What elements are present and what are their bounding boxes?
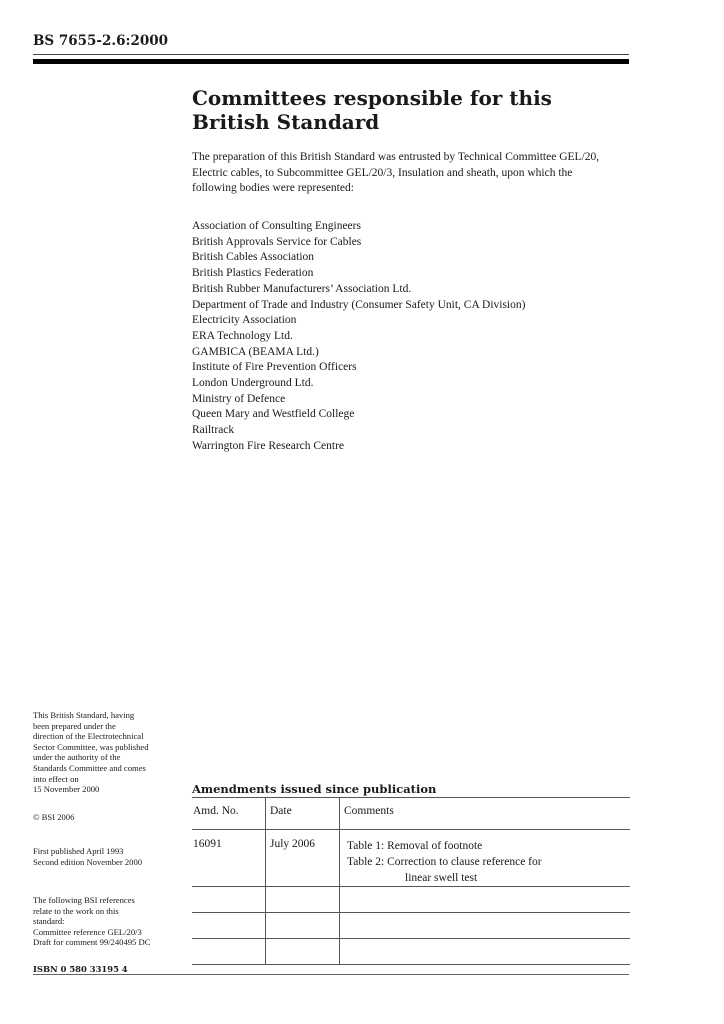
column-header-date: Date [266,798,340,830]
list-item: Electricity Association [192,314,297,327]
comment-line: linear swell test [405,872,478,884]
edition-history [33,846,183,867]
publication-note-line: been prepared under the [33,720,116,731]
amd-no-cell: 16091 [192,830,266,887]
header-thick-rule [33,59,629,64]
empty-cell [340,913,631,939]
empty-cell [192,887,266,913]
empty-cell [192,939,266,965]
amendments-title: Amendments issued since publication [192,782,437,796]
publication-note [33,710,183,795]
table-header-row [192,798,630,830]
copyright-text: © BSI 2006 [33,812,75,822]
bsi-references-line: Committee reference GEL/20/3 [33,926,142,937]
publication-note-line: Sector Committee, was published [33,741,149,752]
list-item: Department of Trade and Industry (Consumer Safety Unit, CA Division) [192,298,526,311]
page-title [192,86,622,134]
list-item: British Cables Association [192,251,315,264]
footer-rule [33,974,629,975]
list-item: Queen Mary and Westfield College [192,408,355,421]
comment-line: Table 2: Correction to clause reference for [347,856,542,868]
list-item: British Plastics Federation [192,267,314,280]
amendments-table [192,797,630,965]
list-item: Ministry of Defence [192,392,286,405]
bsi-references-line: relate to the work on this [33,905,119,916]
publication-note-line: This British Standard, having [33,710,135,720]
edition-history-line: Second edition November 2000 [33,856,143,867]
bsi-references-line: standard: [33,916,65,927]
column-header-comments: Comments [340,798,631,830]
empty-cell [192,913,266,939]
page-title-line-2: British Standard [192,110,380,134]
publication-note-line: Standards Committee and comes [33,762,146,773]
publication-note-line: direction of the Electrotechnical [33,731,144,742]
list-item: Institute of Fire Prevention Officers [192,361,357,374]
empty-table-row [192,939,630,965]
represented-bodies-list [192,219,525,455]
empty-table-row [192,913,630,939]
publication-note-line: 15 November 2000 [33,784,100,795]
date-cell: July 2006 [266,830,340,887]
page-title-line-1: Committees responsible for this [192,86,552,110]
list-item: British Approvals Service for Cables [192,235,362,248]
table-row [192,830,630,887]
bsi-references [33,895,183,948]
list-item: ERA Technology Ltd. [192,329,293,342]
list-item: London Underground Ltd. [192,377,314,390]
empty-cell [266,887,340,913]
empty-cell [340,887,631,913]
comment-line: Table 1: Removal of footnote [347,840,483,852]
list-item: British Rubber Manufacturers’ Association Ltd. [192,282,412,295]
empty-cell [340,939,631,965]
publication-note-line: into effect on [33,773,79,784]
column-header-amd-no: Amd. No. [192,798,266,830]
copyright-note [33,812,183,823]
list-item: Association of Consulting Engineers [192,220,361,232]
empty-cell [266,913,340,939]
header-thin-rule [33,54,629,55]
list-item: Warrington Fire Research Centre [192,439,345,452]
publication-note-line: under the authority of the [33,752,121,763]
bsi-references-line: The following BSI references [33,895,135,905]
empty-cell [266,939,340,965]
intro-paragraph: The preparation of this British Standard was entrusted by Technical Committee GEL/20, Electric cables, to Subcommittee GEL/20/3, Insulation and sheath, upon which the following bodies were represented: [192,151,600,194]
list-item: GAMBICA (BEAMA Ltd.) [192,345,319,358]
isbn: ISBN 0 580 33195 4 [33,964,128,974]
empty-table-row [192,887,630,913]
bsi-references-line: Draft for comment 99/240495 DC [33,937,151,948]
comments-cell [340,830,631,887]
document-id: BS 7655-2.6:2000 [33,33,169,49]
list-item: Railtrack [192,424,235,437]
edition-history-line: First published April 1993 [33,846,124,856]
